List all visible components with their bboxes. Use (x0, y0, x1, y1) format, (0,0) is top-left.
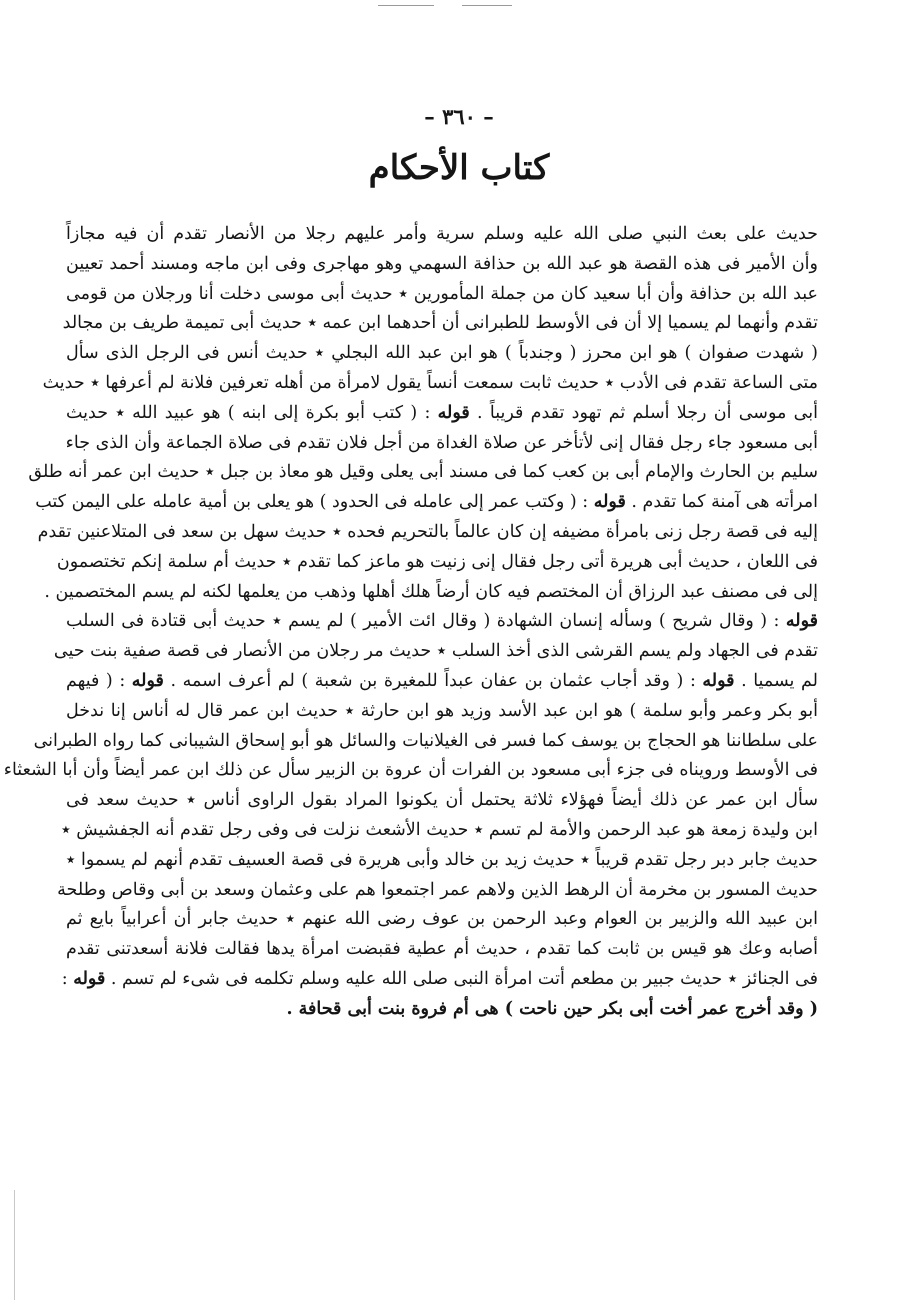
top-rule-right (462, 5, 512, 6)
text-line (61, 965, 818, 995)
line-segment: أبى موسى أن رجلا أسلم ثم تهود تقدم قريباً . (469, 402, 818, 423)
line-segment: ابن وليدة زمعة هو عبد الرحمن والأمة لم تسم ٭ حديث الأشعث نزلت فى وفى رجل تقدم أنه الجفشيش ٭ (61, 819, 818, 840)
text-line (61, 816, 818, 846)
line-segment: وأن الأمير فى هذه القصة هو عبد الله بن حذافة السهمي وهو مهاجرى وفى ابن ماجه ومسند أحمد تعيين (66, 253, 818, 274)
text-line (28, 458, 818, 488)
text-line (35, 488, 818, 518)
keyword-qawluhu: قوله (593, 492, 626, 513)
line-segment: تقدم فى الجهاد ولم يسم القرشى الذى أخذ السلب ٭ حديث مر رجلان من الأنصار فى قصة صفية بنت حيى (53, 641, 818, 662)
page-number: – ٣٦٠ – (424, 104, 494, 129)
line-segment: : ( كتب أبو بكرة إلى ابنه ) هو عبيد الله ٭ حديث (66, 402, 438, 423)
keyword-qawluhu: ( وقد أخرج عمر أخت أبى بكر حين ناحت ) هى أم فروة بنت أبى قحافة . (286, 998, 818, 1019)
line-segment: سليم بن الحارث والإمام أبى بن كعب كما فى مسند أبى يعلى وقيل هو معاذ بن جبل ٭ حديث ابن عمر أنه طلق (28, 462, 818, 483)
line-segment: ( شهدت صفوان ) هو ابن محرز ( وجندباً ) هو ابن عبد الله البجلي ٭ حديث أنس فى الرجل الذى سأل (66, 343, 818, 364)
text-line (62, 309, 818, 339)
text-line (56, 548, 818, 578)
page-title: كتاب الأحكام (368, 148, 550, 188)
text-line (66, 429, 818, 459)
line-segment: أصابه وعك هو قيس بن ثابت كما تقدم ، حديث أم عطية فقبضت امرأة يدها فقالت فلانة أسعدتنى تقدم (66, 939, 818, 960)
text-line (42, 369, 818, 399)
line-segment: لم يسميا . (734, 670, 818, 691)
text-line (44, 578, 818, 608)
keyword-qawluhu: قوله (702, 670, 735, 691)
text-line (3, 756, 818, 786)
text-line (66, 995, 818, 1025)
body-text (3, 220, 818, 1025)
text-line (66, 846, 818, 876)
line-segment: أبو بكر وعمر وأبو سلمة ) هو ابن عبد الأسد وزيد هو ابن حارثة ٭ حديث ابن عمر قال له أناس إنا ندخل (66, 700, 818, 721)
line-segment: ابن عبيد الله والزبير بن العوام وعبد الرحمن بن عوف رضى الله عنهم ٭ حديث جابر أن أعرابياً بايع ثم (66, 909, 818, 930)
line-segment: على سلطاننا هو الحجاج بن يوسف كما فسر فى الغيلانيات والسائل هو أبو إسحاق الشيبانى كما رواه الطبرانى (33, 730, 818, 751)
line-segment: امرأته هى آمنة كما تقدم . (625, 492, 818, 513)
line-segment: فى الأوسط ورويناه فى جزء أبى مسعود بن الفرات أن عروة بن الزبير سأل عن ذلك ابن عمر أيضاً وأن أبا الشعثاء (3, 760, 818, 781)
text-line (66, 935, 818, 965)
text-line (66, 250, 818, 280)
text-line (66, 339, 818, 369)
line-segment: : ( وقال شريح ) وسأله إنسان الشهادة ( وقال ائت الأمير ) لم يسم ٭ حديث أبى قتادة فى السلب (66, 611, 786, 632)
text-line (66, 607, 818, 637)
text-line (33, 727, 818, 757)
line-segment: عبد الله بن حذافة وأن أبا سعيد كان من جملة المأمورين ٭ حديث أبى موسى دخلت أنا ورجلان من قومى (66, 283, 818, 304)
scan-margin-line (14, 1190, 15, 1300)
text-line (66, 667, 818, 697)
text-line (66, 905, 818, 935)
line-segment: حديث المسور بن مخرمة أن الرهط الذين ولاهم عمر اجتمعوا هم على وعثمان وسعد بن أبى وقاص وطلحة (57, 879, 818, 900)
line-segment: فى الجنائز ٭ حديث جبير بن مطعم أتت امرأة النبى صلى الله عليه وسلم تكلمه فى شىء لم تسم . (105, 968, 818, 989)
line-segment: : (61, 968, 74, 989)
line-segment: : ( فيهم (66, 670, 132, 691)
keyword-qawluhu: قوله (73, 968, 106, 989)
line-segment: تقدم وأنهما لم يسميا إلا أن فى الأوسط للطبرانى أن أحدهما ابن عمه ٭ حديث أبى تميمة طريف بن مجالد (62, 313, 818, 334)
text-line (53, 637, 818, 667)
line-segment: : ( وكتب عمر إلى عامله فى الحدود ) هو يعلى بن أمية عامله على اليمن كتب (35, 492, 594, 513)
keyword-qawluhu: قوله (131, 670, 164, 691)
line-segment: متى الساعة تقدم فى الأدب ٭ حديث ثابت سمعت أنساً يقول لامرأة من أهله تعرفين فلانة لم أعرفها ٭ حديث (42, 372, 818, 393)
text-line (57, 876, 818, 906)
line-segment: أبى مسعود جاء رجل فقال إنى لأتأخر عن صلاة الغداة من أجل فلان تقدم فى صلاة الجماعة وأن الذى جاء (65, 432, 818, 453)
keyword-qawluhu: قوله (785, 611, 818, 632)
line-segment: إلى فى مصنف عبد الرزاق أن المختصم فيه كان أرضاً هلك أهلها وذهب من يعلمها لكنه لم يسم المختصمين . (44, 581, 818, 602)
line-segment: سأل ابن عمر عن ذلك أيضاً فهؤلاء ثلاثة يحتمل أن يكونوا المراد بقول الراوى أناس ٭ حديث سعد فى (66, 790, 818, 811)
text-line (66, 220, 818, 250)
text-line (37, 518, 818, 548)
text-line (66, 786, 818, 816)
text-line (66, 399, 818, 429)
line-segment: فى اللعان ، حديث أبى هريرة أتى رجل فقال إنى زنيت هو ماعز كما تقدم ٭ حديث أم سلمة إنكم تختصمون (56, 551, 818, 572)
line-segment: إليه فى قصة رجل زنى بامرأة مضيفه إن كان عالماً بالتحريم فحده ٭ حديث سهل بن سعد فى المتلاعنين تقدم (37, 521, 818, 542)
text-line (66, 280, 818, 310)
keyword-qawluhu: قوله (437, 402, 470, 423)
line-segment: : ( وقد أجاب عثمان بن عفان عبداً للمغيرة بن شعبة ) لم أعرف اسمه . (163, 670, 703, 691)
text-line (66, 697, 818, 727)
line-segment: حديث جابر دبر رجل تقدم قريباً ٭ حديث زيد بن خالد وأبى هريرة فى قصة العسيف تقدم أنهم لم يسموا ٭ (65, 849, 818, 870)
line-segment: حديث على بعث النبي صلى الله عليه وسلم سرية وأمر عليهم رجلا من الأنصار تقدم أن فيه مجازاً (66, 224, 818, 244)
top-rule-left (378, 5, 434, 6)
